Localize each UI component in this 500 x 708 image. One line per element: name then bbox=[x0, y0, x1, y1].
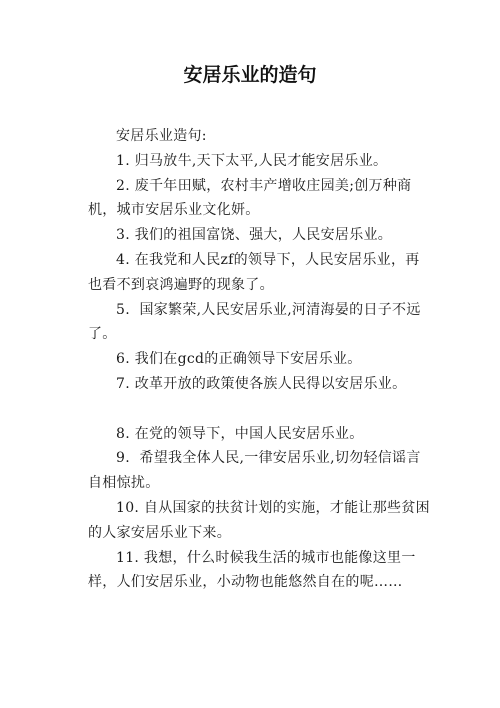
sentence-9: 9. 希望我全体人民,一律安居乐业,切勿轻信谣言自相惊扰。 bbox=[88, 450, 421, 492]
page-title: 安居乐业的造句 bbox=[183, 64, 317, 86]
intro-line: 安居乐业造句: bbox=[116, 128, 207, 144]
sentence-2: 2. 废千年田赋，农村丰产增收庄园美;创万种商机，城市安居乐业文化妍。 bbox=[88, 177, 412, 219]
sentence-6: 6. 我们在gcd的正确领导下安居乐业。 bbox=[116, 351, 362, 368]
sentence-3: 3. 我们的祖国富饶、强大，人民安居乐业。 bbox=[116, 227, 393, 244]
document-body bbox=[88, 124, 433, 595]
sentence-4: 4. 在我党和人民zf的领导下，人民安居乐业，再也看不到哀鸿遍野的现象了。 bbox=[88, 251, 420, 293]
sentence-8: 8. 在党的领导下，中国人民安居乐业。 bbox=[116, 425, 364, 442]
sentence-1: 1. 归马放牛,天下太平,人民才能安居乐业。 bbox=[116, 152, 388, 169]
paragraph-gap bbox=[88, 397, 433, 422]
sentence-10: 10. 自从国家的扶贫计划的实施，才能让那些贫困的人家安居乐业下来。 bbox=[88, 499, 430, 541]
sentence-11: 11. 我想，什么时候我生活的城市也能像这里一样，人们安居乐业，小动物也能悠然自在的呢…… bbox=[88, 549, 416, 591]
sentence-5: 5. 国家繁荣,人民安居乐业,河清海晏的日子不远了。 bbox=[88, 301, 421, 343]
sentence-7: 7. 改革开放的政策使各族人民得以安居乐业。 bbox=[116, 375, 407, 392]
